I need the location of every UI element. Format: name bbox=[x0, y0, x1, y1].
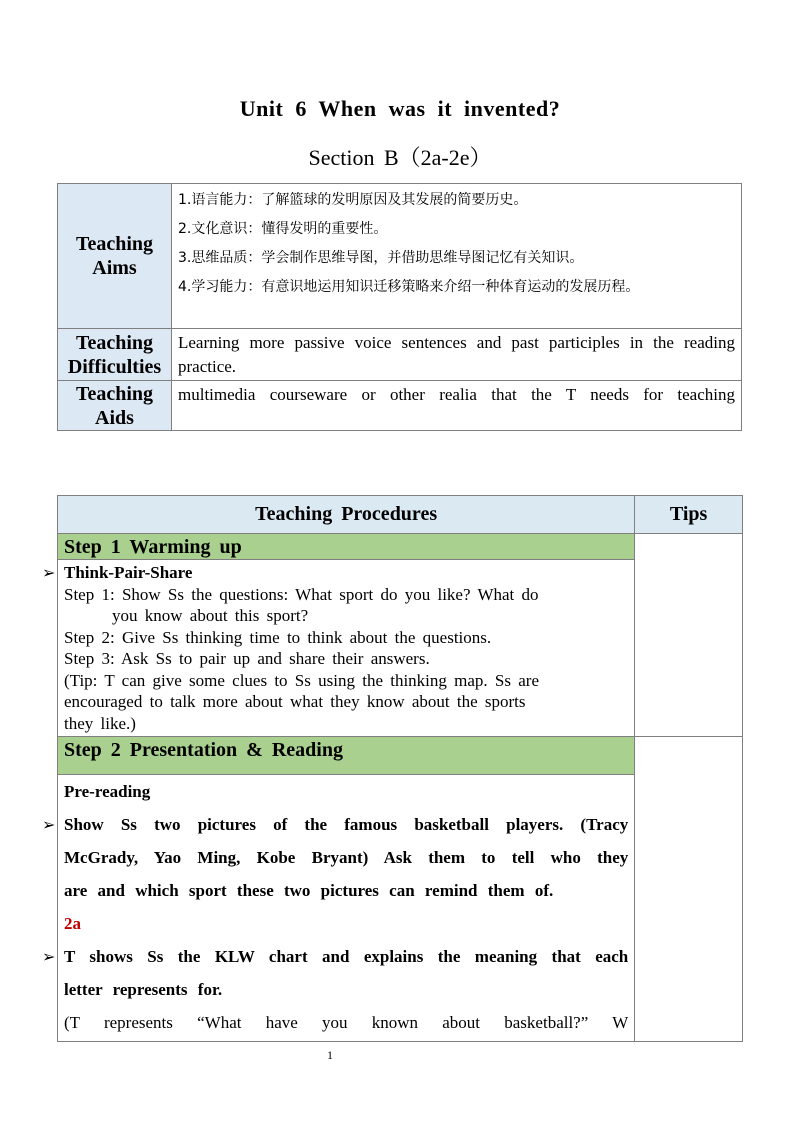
difficulties-label-cell bbox=[58, 329, 172, 381]
aids-label-cell bbox=[58, 381, 172, 431]
step1-title: Step 1 Warming up bbox=[58, 534, 635, 560]
step1-line: they like.) bbox=[64, 713, 136, 733]
aids-row bbox=[58, 381, 742, 431]
aims-label-cell bbox=[58, 184, 172, 329]
tips-header: Tips bbox=[635, 496, 743, 534]
step2-tips-cell bbox=[635, 737, 743, 1042]
difficulties-label-line2: Difficulties bbox=[67, 355, 162, 378]
teaching-info-table bbox=[57, 183, 742, 431]
document-title: Unit 6 When was it invented? bbox=[239, 96, 561, 121]
step2-content bbox=[42, 775, 635, 1042]
aim-item: 2.文化意识：懂得发明的重要性。 bbox=[178, 221, 388, 237]
aims-content-cell bbox=[172, 184, 742, 329]
difficulties-text: Learning more passive voice sentences and past participles in the reading practice. bbox=[178, 333, 735, 376]
step2-title-row bbox=[58, 737, 743, 775]
step1-title-row bbox=[58, 534, 743, 560]
step1-content bbox=[42, 560, 635, 737]
aids-label-line2: Aids bbox=[95, 406, 134, 429]
arrow-bullet-icon: ➢ bbox=[42, 815, 56, 834]
difficulties-content-cell bbox=[172, 329, 742, 381]
step2-title: Step 2 Presentation & Reading bbox=[58, 737, 635, 775]
page-number: 1 bbox=[327, 1048, 333, 1062]
aids-label-line1: Teaching bbox=[75, 382, 154, 405]
arrow-bullet-icon: ➢ bbox=[42, 563, 56, 582]
step1-line: encouraged to talk more about what they know about the sports bbox=[64, 692, 526, 711]
pre-reading-line: McGrady, Yao Ming, Kobe Bryant) Ask them to tell who they bbox=[64, 848, 629, 867]
aids-text: multimedia courseware or other realia that the T needs for teaching bbox=[178, 385, 735, 404]
aims-label-line1: Teaching bbox=[75, 233, 154, 255]
klw-line: letter represents for. bbox=[64, 980, 223, 999]
aids-content-cell bbox=[172, 381, 742, 431]
difficulties-label-line1: Teaching bbox=[75, 331, 154, 354]
pre-reading-label: Pre-reading bbox=[64, 782, 151, 801]
klw-line: T shows Ss the KLW chart and explains the meaning that each bbox=[64, 947, 629, 966]
step1-line: you know about this sport? bbox=[112, 606, 309, 625]
section-subtitle: Section B（2a-2e） bbox=[308, 145, 492, 170]
aims-label-line2: Aims bbox=[92, 257, 137, 279]
step1-tips-cell bbox=[635, 534, 743, 737]
aims-row bbox=[58, 184, 742, 329]
difficulties-row bbox=[58, 329, 742, 381]
step1-line: (Tip: T can give some clues to Ss using the thinking map. Ss are bbox=[64, 670, 539, 690]
klw-explanation-line: (T represents “What have you known about basketball?” W bbox=[64, 1013, 629, 1032]
procedures-header-row bbox=[58, 496, 743, 534]
aim-item: 4.学习能力：有意识地运用知识迁移策略来介绍一种体育运动的发展历程。 bbox=[178, 279, 640, 295]
aim-item: 3.思维品质：学会制作思维导图，并借助思维导图记忆有关知识。 bbox=[178, 250, 584, 266]
step1-subtitle: Think-Pair-Share bbox=[64, 563, 193, 582]
step1-line: Step 1: Show Ss the questions: What sport do you like? What do bbox=[64, 584, 539, 604]
pre-reading-line: Show Ss two pictures of the famous basketball players. (Tracy bbox=[64, 815, 629, 834]
step1-line: Step 2: Give Ss thinking time to think about the questions. bbox=[64, 627, 492, 647]
procedures-table bbox=[42, 495, 743, 1042]
procedures-header: Teaching Procedures bbox=[58, 496, 635, 534]
section-2a-label: 2a bbox=[64, 914, 81, 933]
aim-item: 1.语言能力：了解篮球的发明原因及其发展的简要历史。 bbox=[178, 192, 528, 208]
arrow-bullet-icon: ➢ bbox=[42, 947, 56, 966]
step1-line: Step 3: Ask Ss to pair up and share their answers. bbox=[64, 649, 430, 668]
pre-reading-line: are and which sport these two pictures can remind them of. bbox=[64, 881, 554, 900]
